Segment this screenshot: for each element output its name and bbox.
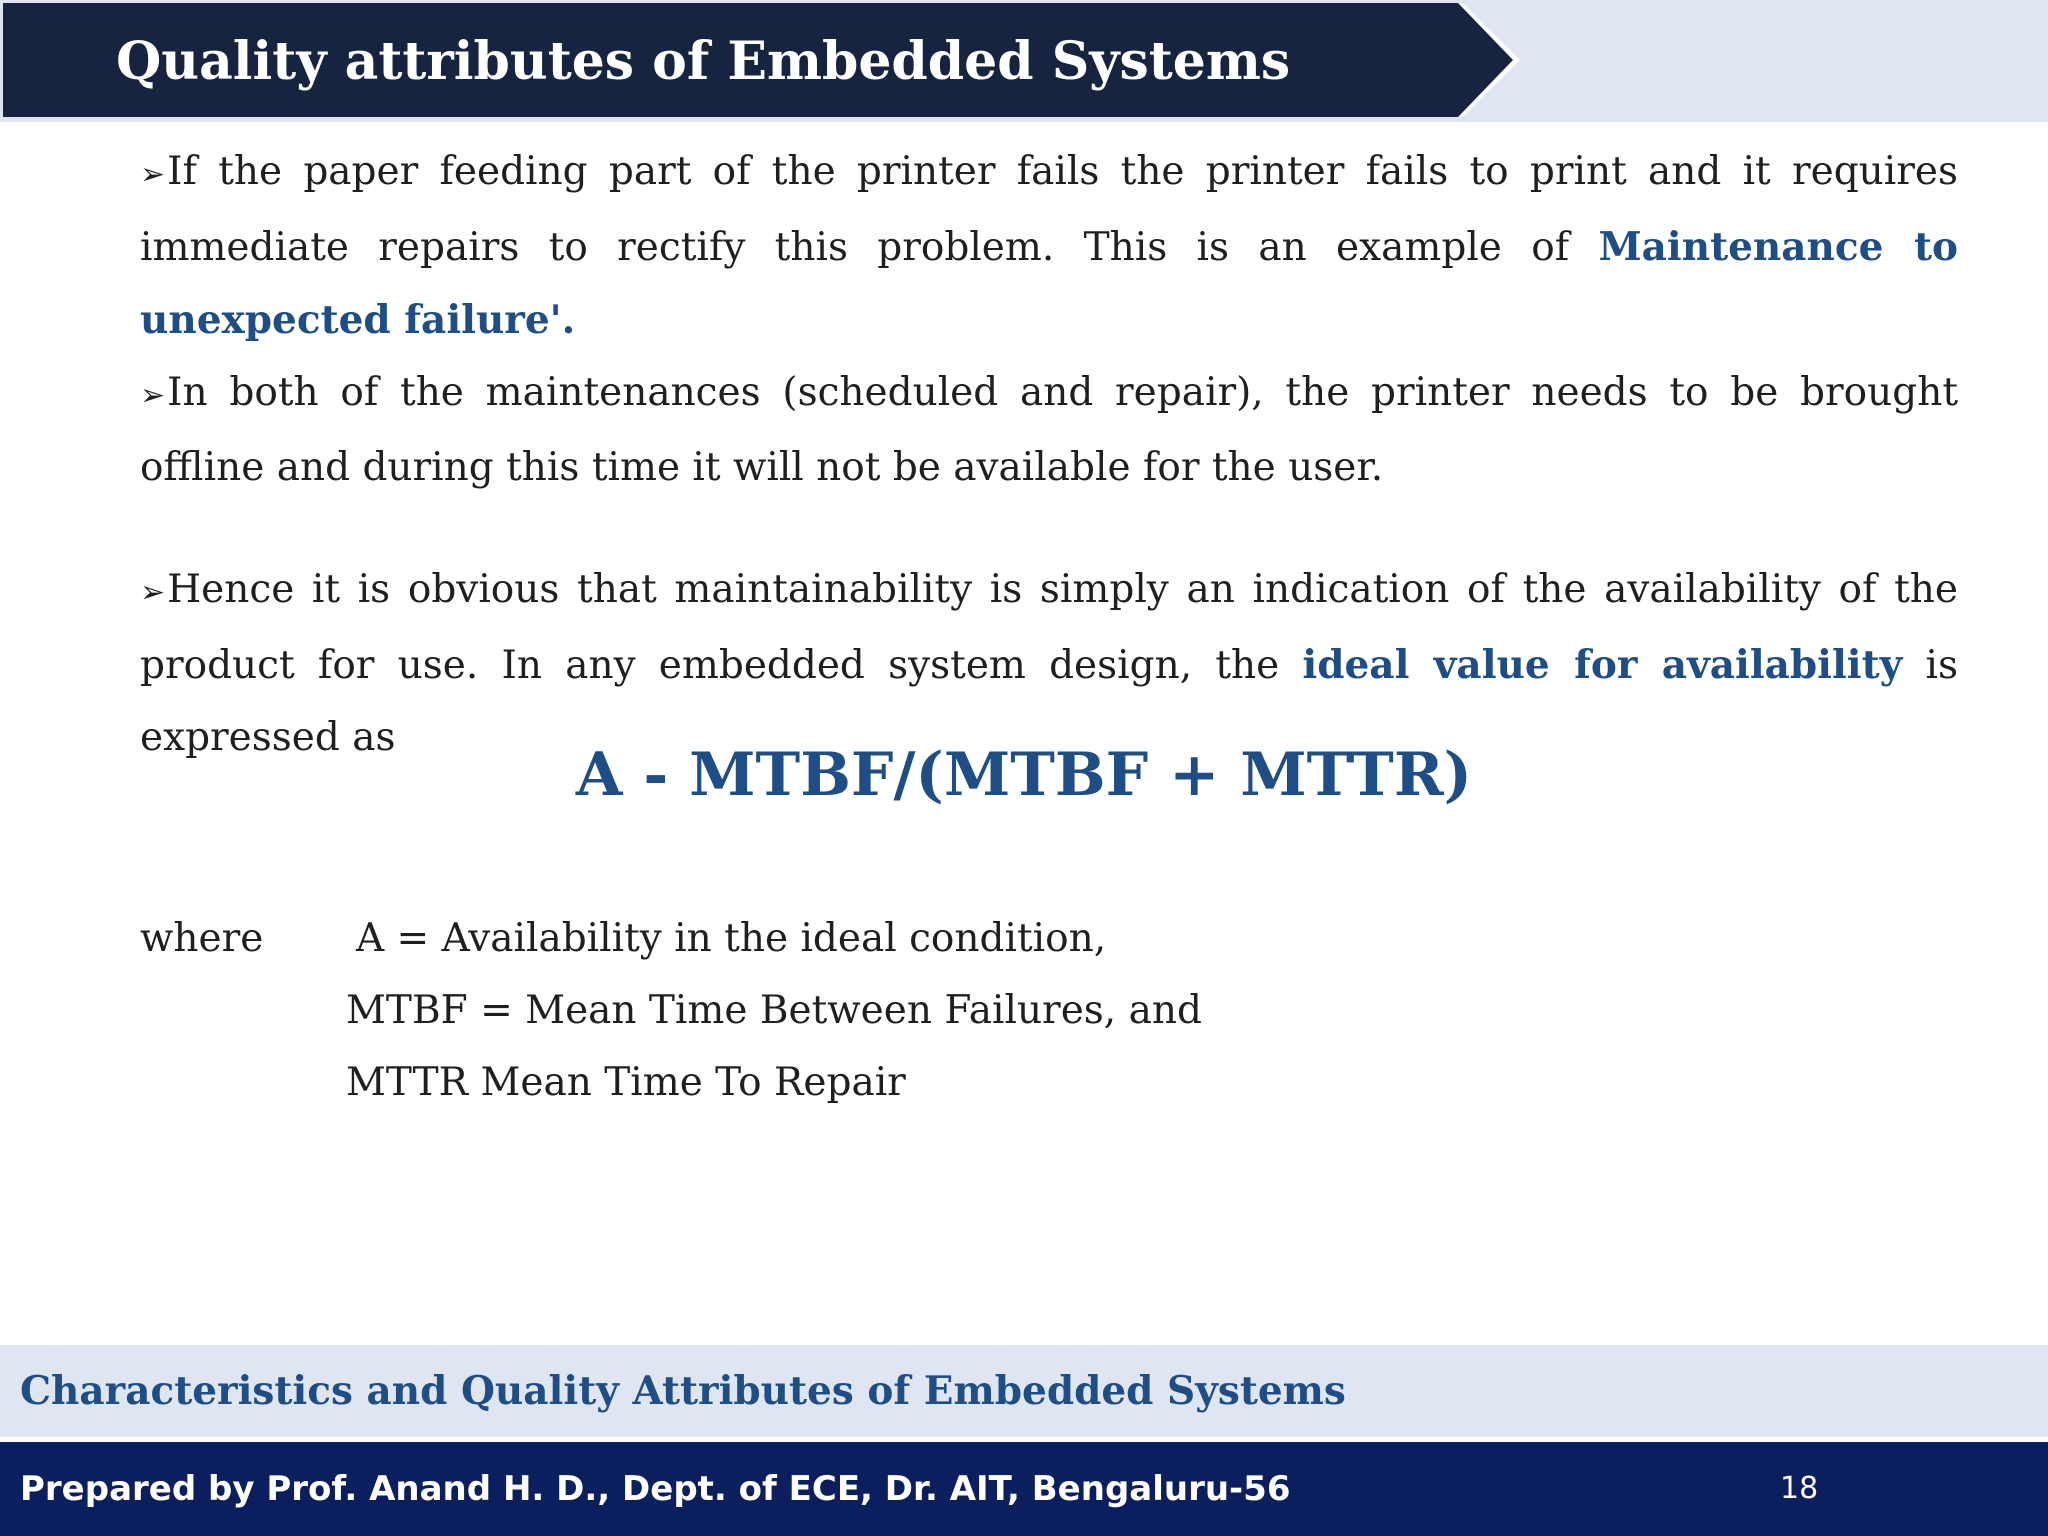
page-number: 18 xyxy=(1780,1471,1819,1506)
definition-mttr: MTTR Mean Time To Repair xyxy=(346,1060,906,1105)
where-label: where xyxy=(140,916,264,961)
paragraph-3-text-before: Hence it is obvious that maintainability is simply an indication of the availability of the product for use. In any embedded system design, the xyxy=(140,567,1958,688)
bullet-paragraph-1 xyxy=(140,136,1958,357)
slide-title: Quality attributes of Embedded Systems xyxy=(116,31,1291,92)
footer-subtitle-band xyxy=(0,1345,2048,1437)
paragraph-1-text: If the paper feeding part of the printer fails the printer fails to print and it requires immediate repairs to rectify this problem. This is an example of xyxy=(140,149,1958,270)
slide-body xyxy=(140,136,1958,774)
availability-formula: A - MTBF/(MTBF + MTTR) xyxy=(575,740,1473,810)
footer-credit: Prepared by Prof. Anand H. D., Dept. of ECE, Dr. AIT, Bengaluru-56 xyxy=(20,1469,1291,1509)
bullet-paragraph-2 xyxy=(140,357,1958,504)
definition-availability: A = Availability in the ideal condition, xyxy=(356,916,1107,961)
footer-bar xyxy=(0,1442,2048,1536)
arrow-bullet-icon: ➢ xyxy=(140,378,166,413)
paragraph-3-highlight: ideal value for availability xyxy=(1302,642,1903,688)
paragraph-3-text-after: is expressed as xyxy=(140,643,1958,760)
paragraph-2-text: In both of the maintenances (scheduled and repair), the printer needs to be brought offline and during this time it will not be available for the user. xyxy=(140,370,1958,490)
paragraph-1-highlight: Maintenance to unexpected failure'. xyxy=(140,224,1958,343)
definition-mtbf: MTBF = Mean Time Between Failures, and xyxy=(346,988,1202,1033)
footer-subtitle: Characteristics and Quality Attributes of Embedded Systems xyxy=(20,1368,1346,1414)
arrow-bullet-icon: ➢ xyxy=(140,575,166,610)
arrow-bullet-icon: ➢ xyxy=(140,157,166,192)
